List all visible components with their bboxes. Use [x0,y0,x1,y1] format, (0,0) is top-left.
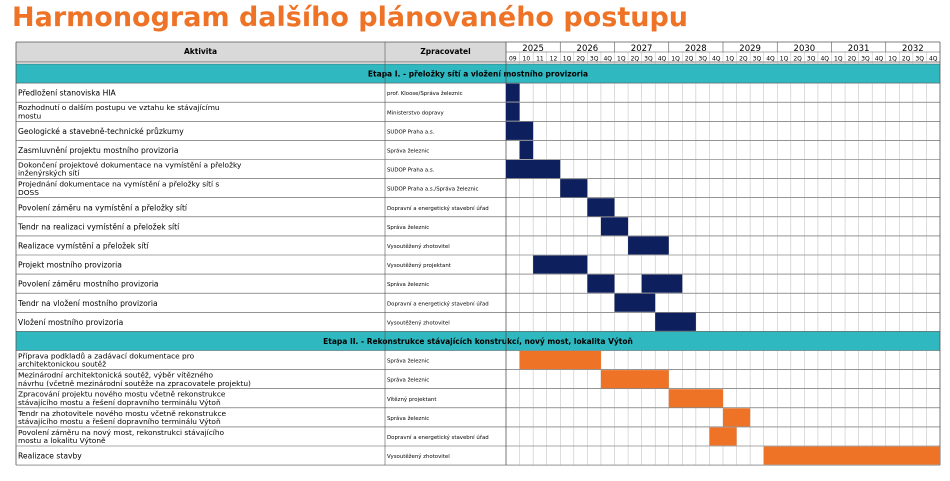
gantt-bar [520,351,601,369]
stage-title: Etapa I. - přeložky sítí a vložení mostního provizoria [367,69,589,79]
owner-label: prof. Kloose/Správa železnic [387,91,463,98]
period-label: 10 [522,55,531,63]
gantt-bar [506,103,520,121]
owner-label: SUDOP Praha a.s. [387,167,435,174]
gantt-bar [628,236,669,254]
gantt-bar [587,275,614,293]
period-label: 2Q [847,55,857,63]
period-label: 4Q [928,55,938,63]
owner-label: Ministerstvo dopravy [387,110,444,117]
period-label: 2Q [576,55,585,63]
period-label: 2Q [630,55,640,63]
activity-label: Realizace stavby [18,451,82,461]
gantt-bar [601,217,628,235]
period-label: 4Q [711,55,721,63]
gantt-bar [506,160,560,178]
period-label: 1Q [671,55,680,63]
year-label: 2031 [847,44,870,54]
activity-label: Tendr na vložení mostního provizoria [18,298,158,308]
activity-label: Vložení mostního provizoria [18,317,124,327]
period-label: 1Q [834,55,843,63]
gantt-bar [533,256,587,274]
owner-label: Správa železnic [387,148,430,155]
gantt-bar [506,122,533,140]
period-label: 3Q [806,55,816,63]
year-label: 2027 [630,44,653,54]
activity-label: Příprava podkladů a zadávací dokumentace pro architektonickou soutěž [18,351,195,369]
activity-label: Realizace vymístění a přeložek sítí [18,241,149,251]
period-label: 4Q [603,55,612,63]
page-title: Harmonogram dalšího plánovaného postupu [12,2,689,33]
period-label: 3Q [644,55,653,63]
activity-label: Povolení záměru na nový most, rekonstrukci stávajícího mostu a lokalitu Výtoně [18,427,225,446]
owner-label: Správa železnic [387,377,430,384]
owner-label: Vysoutěžený zhotovitel [387,243,450,250]
gantt-bar [587,198,614,216]
period-label: 3Q [915,55,924,63]
column-header-activity: Aktivita [183,47,218,56]
owner-label: Dopravní a energetický stavební úřad [387,205,489,212]
period-label: 09 [508,55,517,63]
activity-label: Předložení stanoviska HIA [18,88,116,98]
gantt-bar [506,84,520,102]
period-label: 4Q [874,55,884,63]
stage-title: Etapa II. - Rekonstrukce stávajících konstrukcí, nový most, lokalita Výtoň [323,336,633,346]
period-label: 2Q [793,55,802,63]
period-label: 4Q [766,55,775,63]
period-label: 3Q [589,55,599,63]
gantt-bar [764,447,940,465]
period-label: 11 [536,55,544,63]
period-label: 12 [549,55,558,63]
activity-label: Zasmluvnění projektu mostního provizoria [18,145,179,155]
owner-label: SUDOP Praha a.s./Správa železnic [387,186,479,193]
gantt-bar [642,275,683,293]
owner-label: Vítězný projektant [387,396,437,403]
period-label: 1Q [617,55,626,63]
period-label: 2Q [739,55,748,63]
activity-label: Projednání dokumentace na vymístění a přeložky sítí s DOSS [18,179,220,197]
activity-label: Zpracování projektu nového mostu včetně rekonstrukce stávajícího mostu a řešení dopravního terminálu Výtoň [18,389,226,407]
period-label: 3Q [861,55,870,63]
activity-label: Mezinárodní architektonická soutěž, výběr vítězného návrhu (včetně mezinárodní soutěže na zpracovatele projektu) [18,370,251,388]
owner-label: Dopravní a energetický stavební úřad [387,301,489,308]
year-label: 2029 [739,44,761,54]
activity-label: Rozhodnutí o dalším postupu ve vztahu ke stávajícímu mostu [18,103,220,121]
year-label: 2032 [902,44,924,54]
gantt-bar [655,313,696,331]
period-label: 1Q [779,55,789,63]
gantt-bar [560,179,587,197]
column-header-owner: Zpracovatel [420,47,471,56]
year-label: 2030 [793,44,816,54]
owner-label: SUDOP Praha a.s. [387,129,435,136]
period-label: 1Q [888,55,897,63]
activity-label: Tendr na realizaci vymístění a přeložek sítí [18,222,180,232]
gantt-bar [669,389,723,407]
owner-label: Správa železnic [387,358,430,365]
activity-label: Dokončení projektové dokumentace na vymístění a přeložky inženýrských sítí [18,160,242,178]
activity-label: Povolení záměru mostního provizoria [18,279,159,289]
year-label: 2028 [685,44,707,54]
activity-label: Tendr na zhotovitele nového mostu včetně rekonstrukce stávajícího mostu a řešení dopravního terminálu Výtoň [18,408,227,426]
activity-label: Povolení záměru na vymístění a přeložky sítí [18,203,188,213]
owner-label: Správa železnic [387,415,430,422]
period-label: 4Q [820,55,829,63]
activity-label: Geologické a stavebně-technické průzkumy [18,126,184,136]
gantt-bar [520,141,534,159]
period-label: 3Q [698,55,707,63]
gantt-bar [615,294,656,312]
period-label: 3Q [752,55,762,63]
period-label: 2Q [901,55,911,63]
period-label: 1Q [725,55,735,63]
year-label: 2026 [576,44,599,54]
owner-label: Vysoutěžený zhotovitel [387,454,450,461]
period-label: 4Q [657,55,667,63]
activity-label: Projekt mostního provizoria [18,260,122,270]
owner-label: Správa železnic [387,224,430,231]
owner-label: Dopravní a energetický stavební úřad [387,434,489,441]
owner-label: Vysoutěžený zhotovitel [387,320,450,327]
period-label: 2Q [684,55,694,63]
owner-label: Správa železnic [387,282,430,289]
gantt-bar [709,427,736,445]
owner-label: Vysoutěžený projektant [387,263,451,270]
period-label: 1Q [562,55,572,63]
gantt-bar [601,370,669,388]
year-label: 2025 [522,44,544,54]
gantt-bar [723,408,750,426]
